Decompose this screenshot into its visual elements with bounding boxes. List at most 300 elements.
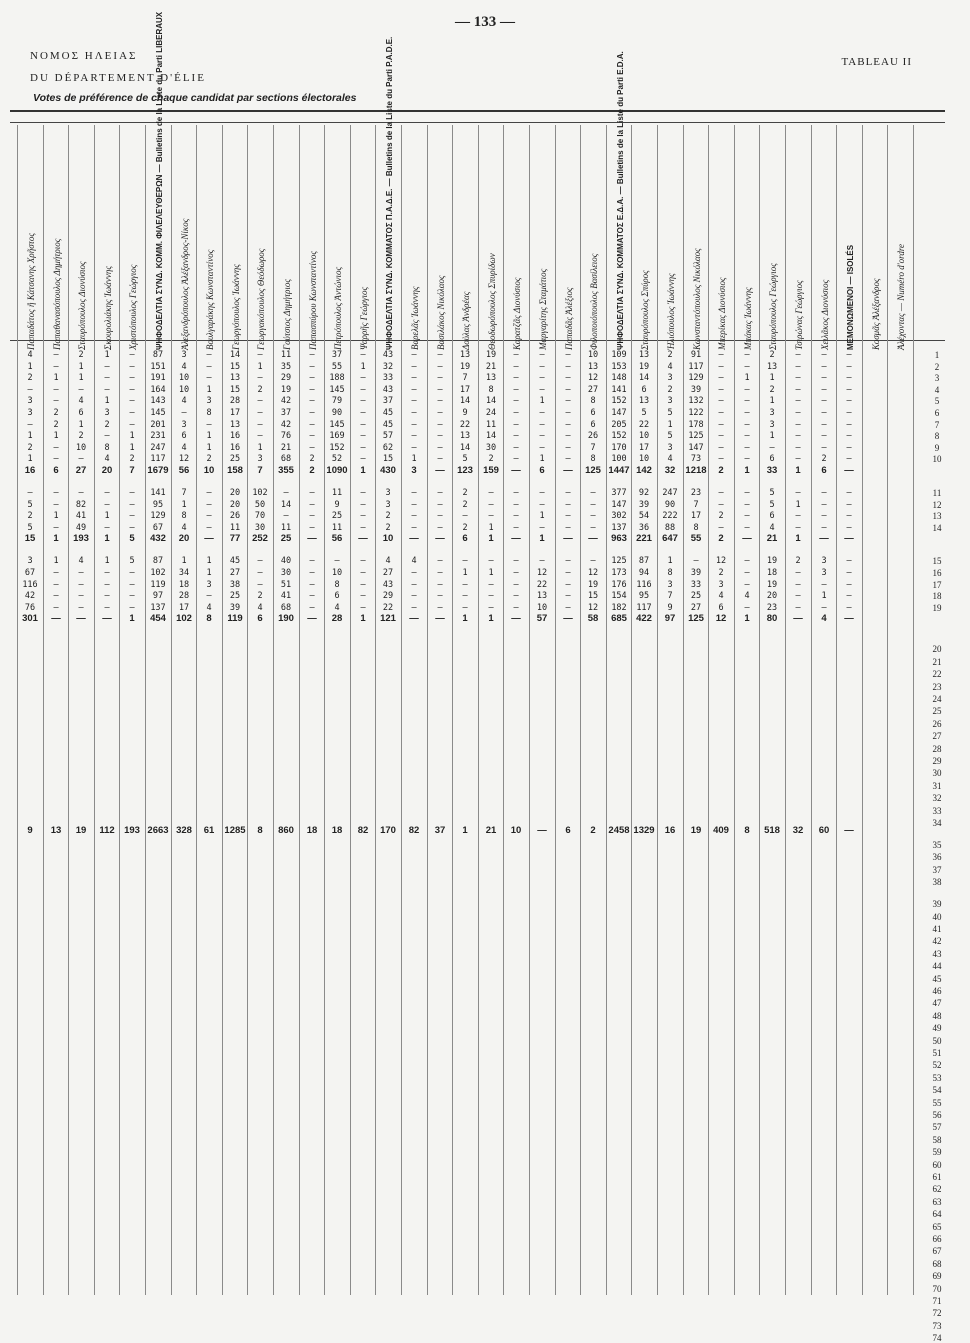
table-row: [0, 568, 970, 578]
header-department-greek: ΝΟΜΟΣ ΗΛΕΙΑΣ: [30, 50, 138, 62]
table-cell: 5: [462, 454, 468, 465]
table-cell: —: [309, 499, 315, 510]
table-cell: 4: [206, 602, 212, 613]
column-header-label: Καρατζᾶς Διονύσιος: [512, 277, 522, 350]
table-cell: —: [590, 499, 596, 510]
column-header-label: Βουλγαράκης Κωνσταντίνος: [205, 249, 215, 350]
table-cell: —: [360, 408, 366, 418]
table-cell: —: [309, 350, 315, 360]
row-number: 61: [932, 1172, 942, 1182]
table-cell: 5: [27, 522, 33, 533]
row-number: 32: [932, 793, 942, 804]
table-cell: 6: [641, 384, 647, 395]
table-cell: 145: [329, 419, 345, 430]
row-number: 48: [932, 1010, 942, 1021]
table-cell: 3: [181, 350, 187, 360]
total-row: [0, 466, 970, 476]
table-cell: —: [309, 442, 315, 453]
table-cell: 1: [53, 373, 59, 384]
table-cell: 8: [590, 396, 596, 407]
table-cell: —: [462, 602, 468, 613]
table-cell: 11: [485, 419, 497, 430]
row-number: 41: [932, 924, 942, 934]
table-cell: 41: [75, 511, 87, 522]
table-cell: —: [846, 431, 852, 442]
table-cell: —: [821, 384, 827, 395]
column-header: [20, 124, 40, 350]
table-row: [0, 924, 970, 934]
table-cell: —: [334, 556, 340, 567]
table-cell: 3: [769, 419, 775, 430]
table-cell: —: [51, 613, 61, 625]
table-cell: 152: [611, 431, 627, 442]
table-cell: 11: [280, 522, 292, 533]
table-cell: 13: [229, 419, 241, 430]
table-cell: 4: [27, 350, 33, 360]
table-row: [0, 488, 970, 498]
table-cell: 15: [587, 591, 599, 602]
table-cell: 45: [229, 556, 241, 567]
table-row: [0, 1147, 970, 1157]
table-cell: —: [846, 522, 852, 533]
table-cell: 158: [227, 465, 243, 476]
table-cell: —: [129, 511, 135, 522]
row-number: 71: [932, 1296, 942, 1306]
table-cell: 36: [638, 522, 650, 533]
table-cell: —: [360, 419, 366, 430]
table-cell: —: [513, 499, 519, 510]
table-cell: 19: [280, 384, 292, 395]
table-cell: —: [206, 499, 212, 510]
table-cell: 221: [636, 533, 652, 545]
table-cell: 4: [181, 442, 187, 453]
table-cell: 3: [257, 454, 263, 465]
table-cell: 1: [129, 613, 135, 625]
table-cell: 21: [766, 533, 778, 545]
table-cell: 27: [587, 384, 599, 395]
table-cell: —: [744, 568, 750, 578]
table-cell: 13: [459, 431, 471, 442]
table-cell: —: [819, 533, 829, 545]
row-number: 20: [932, 644, 942, 655]
table-row: [0, 1085, 970, 1095]
row-number: 31: [932, 780, 942, 791]
table-cell: —: [411, 522, 417, 533]
table-cell: —: [539, 488, 545, 498]
table-row: [0, 682, 970, 692]
table-cell: 147: [611, 499, 627, 510]
table-cell: 27: [382, 568, 394, 578]
table-cell: 6: [53, 465, 59, 476]
table-cell: —: [846, 511, 852, 522]
table-cell: 2: [488, 454, 494, 465]
table-cell: 42: [280, 419, 292, 430]
table-cell: 67: [24, 568, 36, 578]
row-number: 28: [932, 743, 942, 754]
table-cell: 152: [611, 396, 627, 407]
table-cell: —: [104, 499, 110, 510]
row-number: 34: [932, 818, 942, 828]
table-cell: 132: [688, 396, 704, 407]
table-cell: 7: [129, 465, 135, 476]
table-cell: —: [129, 579, 135, 590]
table-cell: 23: [690, 488, 702, 498]
table-cell: 1: [181, 499, 187, 510]
table-cell: —: [411, 568, 417, 578]
table-cell: —: [437, 511, 443, 522]
table-cell: 40: [280, 556, 292, 567]
row-number: 7: [934, 419, 940, 430]
table-cell: 8: [257, 825, 263, 836]
table-cell: 1218: [685, 465, 707, 476]
table-cell: 19: [459, 361, 471, 372]
column-header: [558, 124, 578, 350]
table-cell: —: [795, 511, 801, 522]
table-cell: 4: [78, 396, 84, 407]
table-cell: 22: [536, 579, 548, 590]
table-cell: —: [513, 602, 519, 613]
table-cell: 1: [821, 591, 827, 602]
table-cell: —: [846, 350, 852, 360]
table-cell: 432: [150, 533, 166, 545]
table-cell: —: [511, 533, 521, 545]
table-cell: —: [360, 431, 366, 442]
table-cell: 87: [638, 556, 650, 567]
table-cell: 14: [485, 431, 497, 442]
table-cell: 26: [587, 431, 599, 442]
tableau-label: TABLEAU II: [841, 56, 912, 68]
table-cell: 1: [769, 431, 775, 442]
table-cell: —: [53, 579, 59, 590]
table-cell: 39: [690, 384, 702, 395]
table-cell: 35: [280, 361, 292, 372]
row-number: 63: [932, 1196, 942, 1207]
table-cell: 112: [99, 825, 115, 836]
table-row: [0, 1036, 970, 1046]
table-row: [0, 1222, 970, 1232]
table-cell: —: [565, 488, 571, 498]
table-cell: —: [539, 350, 545, 360]
table-cell: —: [437, 408, 443, 418]
table-cell: —: [360, 373, 366, 384]
table-cell: 1: [206, 442, 212, 453]
table-cell: 102: [150, 568, 166, 578]
table-cell: —: [846, 454, 852, 465]
table-cell: 1: [104, 556, 110, 567]
table-cell: —: [411, 488, 417, 498]
table-row: [0, 644, 970, 654]
table-cell: 151: [150, 361, 166, 372]
table-row: [0, 1271, 970, 1281]
table-cell: 20: [101, 465, 113, 476]
column-header-label: Σταυρόπουλος Διονύσιος: [77, 261, 87, 350]
table-cell: —: [718, 431, 724, 442]
table-cell: 6: [565, 825, 571, 836]
table-cell: 173: [611, 568, 627, 578]
table-cell: 142: [636, 465, 652, 476]
row-number: 59: [932, 1147, 942, 1158]
table-cell: 18: [331, 825, 343, 836]
table-row: [0, 1321, 970, 1331]
table-cell: —: [437, 602, 443, 613]
table-cell: —: [488, 579, 494, 590]
table-cell: 20: [178, 533, 190, 545]
table-cell: —: [718, 408, 724, 418]
table-cell: 3: [104, 408, 110, 418]
table-cell: —: [744, 579, 750, 590]
table-cell: 2: [206, 454, 212, 465]
column-header-label: Γούτσιος Δημήτριος: [282, 278, 292, 350]
table-cell: 222: [662, 511, 678, 522]
column-header-label: Μαργαρίτης Σταμάτιος: [538, 268, 548, 350]
table-cell: —: [360, 396, 366, 407]
column-header-label: Κωνσταντόπουλος Νικόλαος: [692, 248, 702, 350]
table-cell: 87: [152, 350, 164, 360]
table-cell: 1: [488, 613, 494, 625]
table-cell: 8: [181, 511, 187, 522]
table-cell: 4: [334, 602, 340, 613]
table-cell: —: [204, 533, 214, 545]
table-cell: 1: [539, 396, 545, 407]
table-cell: —: [565, 522, 571, 533]
table-row: [0, 1073, 970, 1083]
table-cell: 4: [744, 591, 750, 602]
table-cell: 141: [150, 488, 166, 498]
table-row: [0, 1246, 970, 1256]
table-cell: 145: [150, 408, 166, 418]
table-cell: —: [565, 591, 571, 602]
table-cell: —: [795, 350, 801, 360]
table-cell: 3: [27, 396, 33, 407]
table-cell: 2: [718, 511, 724, 522]
table-cell: 16: [664, 825, 676, 836]
table-cell: —: [309, 396, 315, 407]
table-cell: 1: [181, 556, 187, 567]
row-number: 18: [932, 591, 942, 602]
column-header: [455, 124, 475, 350]
table-cell: 201: [150, 419, 166, 430]
table-cell: —: [437, 556, 443, 567]
table-cell: 12: [715, 613, 727, 625]
table-cell: 1: [129, 431, 135, 442]
table-cell: 56: [331, 533, 343, 545]
table-cell: —: [718, 419, 724, 430]
table-cell: 6: [334, 591, 340, 602]
table-cell: 4: [257, 602, 263, 613]
table-cell: 2: [27, 442, 33, 453]
table-cell: —: [309, 522, 315, 533]
table-cell: 1: [769, 396, 775, 407]
page-number: — 133 —: [455, 14, 515, 30]
table-cell: 7: [590, 442, 596, 453]
table-cell: 41: [280, 591, 292, 602]
table-cell: —: [588, 533, 598, 545]
table-cell: —: [821, 431, 827, 442]
table-cell: 33: [382, 373, 394, 384]
table-cell: 55: [690, 533, 702, 545]
table-cell: —: [53, 396, 59, 407]
table-cell: 1: [795, 499, 801, 510]
table-cell: —: [78, 454, 84, 465]
column-header: [762, 124, 782, 350]
table-cell: 10: [331, 568, 343, 578]
table-cell: 1: [488, 568, 494, 578]
column-header: [890, 124, 910, 350]
row-number: 69: [932, 1271, 942, 1282]
table-cell: —: [129, 499, 135, 510]
table-cell: 38: [229, 579, 241, 590]
table-cell: 2: [667, 384, 673, 395]
table-cell: 62: [382, 442, 394, 453]
table-cell: —: [488, 511, 494, 522]
table-cell: 13: [229, 373, 241, 384]
row-number: 66: [932, 1234, 942, 1244]
table-cell: 61: [203, 825, 215, 836]
table-cell: —: [846, 396, 852, 407]
table-cell: 10: [536, 602, 548, 613]
table-cell: —: [437, 454, 443, 465]
table-cell: 1: [360, 465, 366, 476]
table-cell: —: [411, 350, 417, 360]
table-cell: —: [718, 499, 724, 510]
table-cell: 176: [611, 579, 627, 590]
row-number: 25: [932, 706, 942, 717]
table-row: [0, 998, 970, 1008]
table-cell: —: [565, 499, 571, 510]
table-cell: —: [129, 350, 135, 360]
table-cell: 20: [766, 591, 778, 602]
column-header-label: Χειλᾶκος Διονύσιος: [820, 279, 830, 350]
table-row: [0, 744, 970, 754]
column-header-label: Δοὺλας Ἀνδρέας: [461, 291, 471, 350]
table-cell: 3: [667, 579, 673, 590]
table-cell: —: [53, 522, 59, 533]
table-cell: —: [78, 384, 84, 395]
table-cell: —: [821, 522, 827, 533]
table-cell: 1: [206, 556, 212, 567]
row-number: 47: [932, 998, 942, 1009]
column-header: [660, 124, 680, 350]
table-cell: 141: [611, 384, 627, 395]
table-cell: 14: [459, 396, 471, 407]
table-cell: 1: [257, 361, 263, 372]
table-cell: 3: [206, 579, 212, 590]
table-cell: 21: [280, 442, 292, 453]
table-row: [0, 1172, 970, 1182]
table-cell: —: [437, 442, 443, 453]
table-cell: 19: [638, 361, 650, 372]
table-cell: 3: [667, 442, 673, 453]
table-cell: —: [462, 556, 468, 567]
table-cell: —: [437, 431, 443, 442]
column-header-label: Γεωργόπουλος Ἰωάννης: [231, 264, 241, 350]
table-cell: —: [795, 419, 801, 430]
table-cell: —: [744, 361, 750, 372]
table-cell: 188: [329, 373, 345, 384]
table-cell: 51: [280, 579, 292, 590]
table-cell: 302: [611, 511, 627, 522]
row-number: 57: [932, 1122, 942, 1133]
table-cell: —: [565, 556, 571, 567]
table-cell: 1: [488, 522, 494, 533]
table-cell: —: [78, 591, 84, 602]
table-cell: 14: [459, 442, 471, 453]
table-cell: 169: [329, 431, 345, 442]
table-row: [0, 1184, 970, 1194]
table-cell: —: [53, 499, 59, 510]
table-row: [0, 1259, 970, 1269]
table-cell: 82: [75, 499, 87, 510]
table-cell: 1: [53, 533, 59, 545]
table-row: [0, 731, 970, 741]
table-cell: 2: [718, 465, 724, 476]
table-cell: —: [744, 522, 750, 533]
table-cell: —: [27, 419, 33, 430]
table-cell: —: [437, 488, 443, 498]
column-header: [122, 124, 142, 350]
table-cell: 2: [718, 568, 724, 578]
table-row: [0, 865, 970, 875]
table-cell: 50: [254, 499, 266, 510]
table-cell: —: [360, 488, 366, 498]
table-cell: 8: [104, 442, 110, 453]
table-cell: —: [513, 431, 519, 442]
table-cell: —: [744, 350, 750, 360]
table-cell: 18: [766, 568, 778, 578]
table-cell: 39: [229, 602, 241, 613]
table-cell: 116: [22, 579, 38, 590]
table-cell: —: [537, 825, 547, 836]
table-cell: 91: [690, 350, 702, 360]
column-header-label: Σκουρολιάκης Ἰωάννης: [103, 266, 113, 350]
table-cell: —: [435, 465, 445, 476]
table-row: [0, 986, 970, 996]
table-cell: 2: [104, 419, 110, 430]
row-number: 11: [932, 488, 942, 498]
table-cell: 252: [252, 533, 268, 545]
row-number: 64: [932, 1209, 942, 1220]
table-cell: —: [309, 431, 315, 442]
table-cell: —: [104, 591, 110, 602]
table-cell: 125: [688, 431, 704, 442]
table-cell: 117: [688, 361, 704, 372]
table-cell: 170: [611, 442, 627, 453]
table-cell: —: [744, 499, 750, 510]
table-cell: —: [206, 591, 212, 602]
table-cell: 25: [229, 591, 241, 602]
table-cell: 2: [769, 384, 775, 395]
table-cell: 1: [104, 533, 110, 545]
table-cell: 4: [78, 556, 84, 567]
table-cell: —: [129, 522, 135, 533]
table-cell: 5: [27, 499, 33, 510]
table-cell: 19: [690, 825, 702, 836]
row-number: 73: [932, 1320, 942, 1331]
table-cell: 33: [766, 465, 778, 476]
table-cell: 9: [462, 408, 468, 418]
table-cell: —: [821, 511, 827, 522]
table-cell: 10: [75, 442, 87, 453]
column-header: [481, 124, 501, 350]
table-cell: —: [462, 579, 468, 590]
table-cell: 6: [257, 613, 263, 625]
column-header-label: Πετρόπουλος Ἀντώνιος: [333, 266, 343, 350]
table-cell: —: [102, 613, 112, 625]
table-row: [0, 396, 970, 406]
table-cell: 5: [769, 499, 775, 510]
table-cell: 328: [176, 825, 192, 836]
table-cell: 34: [178, 568, 190, 578]
